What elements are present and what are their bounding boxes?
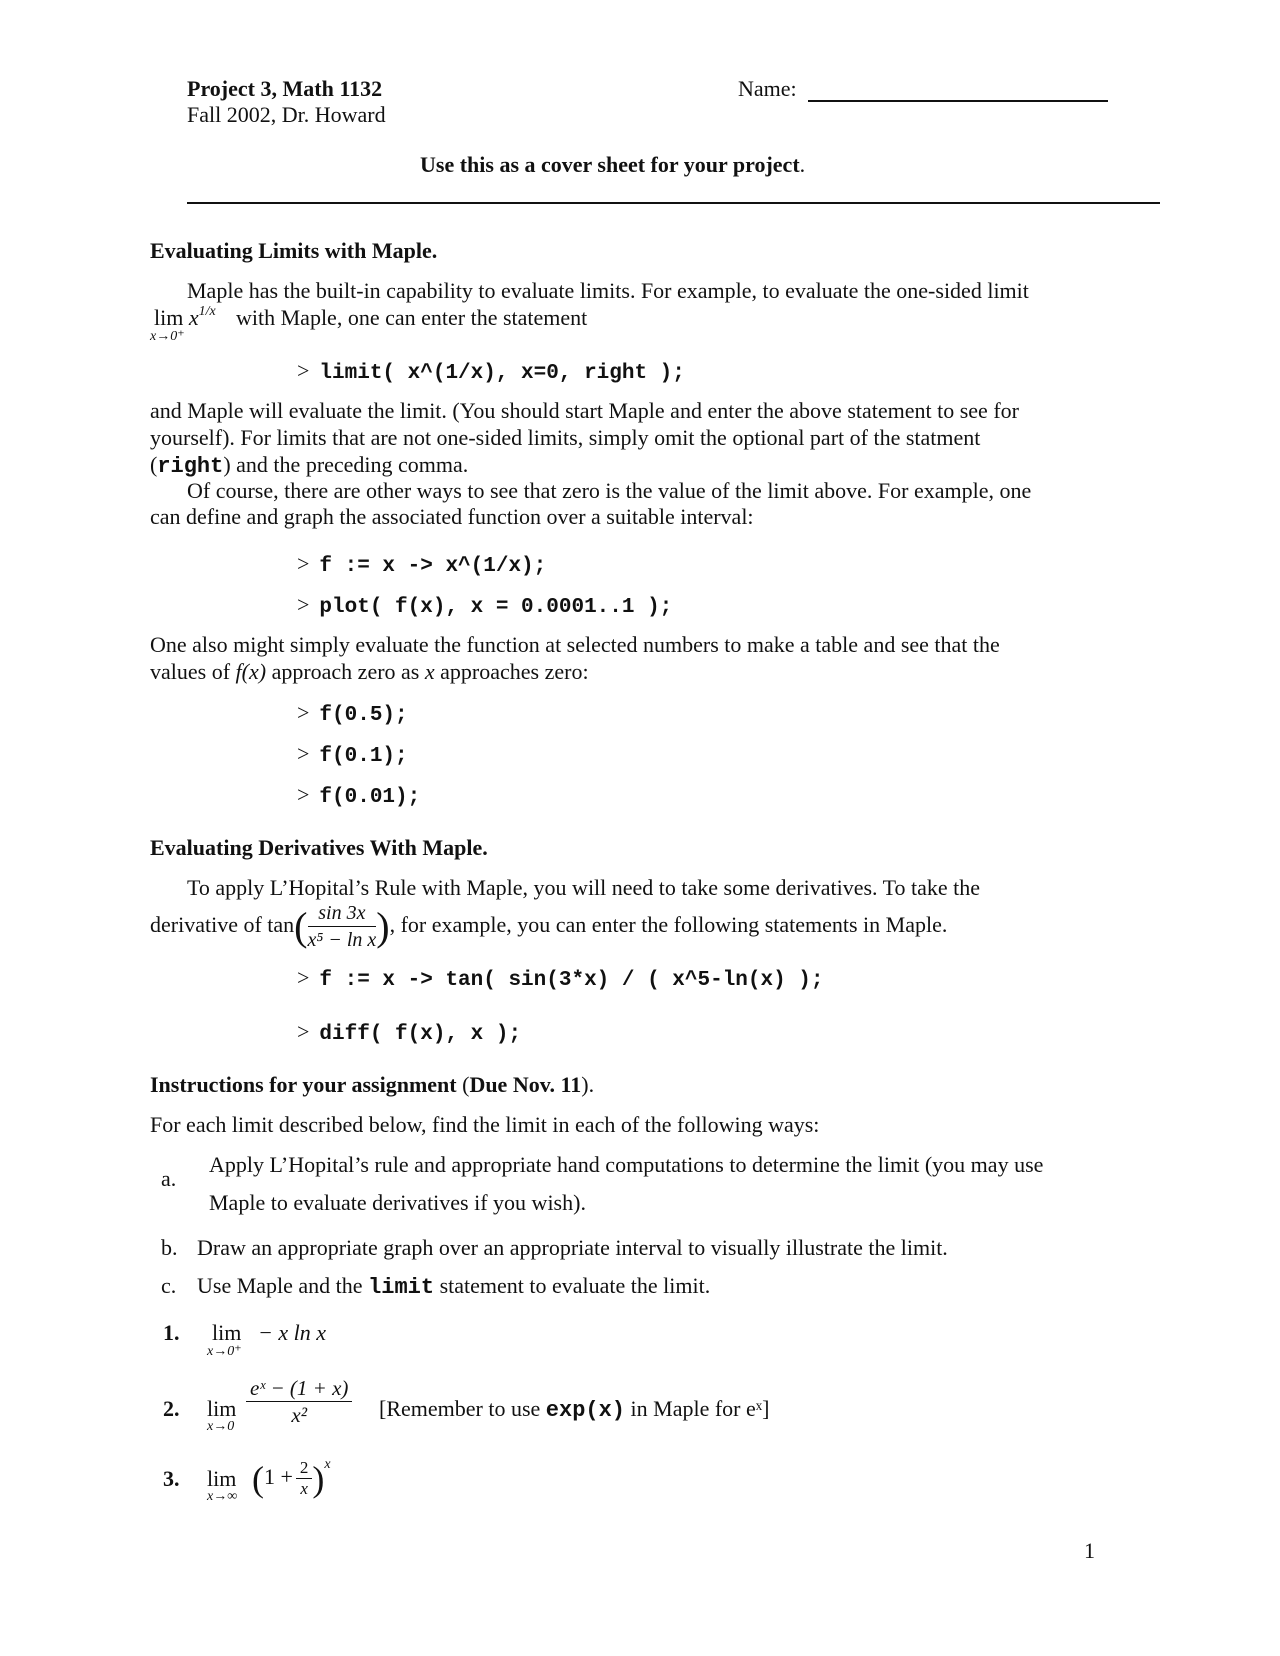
s1-para2-line1: and Maple will evaluate the limit. (You should start Maple and enter the above statement to see for: [150, 398, 1019, 423]
s1-para2-line3: (right) and the preceding comma.: [150, 452, 469, 479]
problem-3-lim-sub: x→∞: [207, 1489, 238, 1504]
code-f-01: > f(0.1);: [297, 741, 408, 768]
item-a-line1: Apply L’Hopital’s rule and appropriate hand computations to determine the limit (you may use: [209, 1152, 1044, 1177]
s3-intro: For each limit described below, find the limit in each of the following ways:: [150, 1112, 820, 1137]
item-c-label: c.: [161, 1273, 177, 1298]
name-blank-line[interactable]: [808, 100, 1108, 102]
item-c-text: Use Maple and the limit statement to evaluate the limit.: [197, 1273, 711, 1300]
problem-3-lim: lim: [207, 1466, 237, 1491]
s1-intro-line1: Maple has the built-in capability to evaluate limits. For example, to evaluate the one-sided limit: [187, 278, 1029, 303]
problem-1-number: 1.: [163, 1320, 180, 1345]
code-limit: > limit( x^(1/x), x=0, right );: [297, 358, 685, 385]
item-a-label: a.: [161, 1166, 177, 1191]
s1-para2-line2: yourself). For limits that are not one-sided limits, simply omit the optional part of the statment: [150, 425, 981, 450]
code-f-001: > f(0.01);: [297, 782, 421, 809]
item-b-label: b.: [161, 1235, 178, 1260]
term-instructor: Fall 2002, Dr. Howard: [187, 102, 386, 127]
problem-1-lim: lim: [212, 1320, 242, 1345]
s2-line2: derivative of tan( $\frac{\sin 3x}{\text{x⁵ − ln x}}$ ), for example, you can enter the following statements in Maple.: [150, 902, 948, 952]
code-define-tan: > f := x -> tan( sin(3*x) / ( x^5-ln(x) );: [297, 965, 824, 992]
s1-para3-line2: can define and graph the associated function over a suitable interval:: [150, 504, 754, 529]
problem-3-number: 3.: [163, 1466, 180, 1491]
page-number: 1: [1084, 1538, 1095, 1563]
problem-2-lim: lim: [207, 1396, 237, 1421]
problem-2-number: 2.: [163, 1396, 180, 1421]
s1-para4-line1: One also might simply evaluate the function at selected numbers to make a table and see that the: [150, 632, 1000, 657]
section-heading-instructions: Instructions for your assignment (Due Nov. 11).: [150, 1072, 595, 1097]
name-label: Name:: [738, 76, 797, 101]
s1-intro-line2: with Maple, one can enter the statement: [236, 305, 588, 330]
cover-note: Use this as a cover sheet for your project.: [420, 152, 806, 177]
s1-limit-subscript: x→0⁺: [150, 329, 185, 344]
code-define-f: > f := x -> x^(1/x);: [297, 551, 547, 578]
code-diff: > diff( f(x), x );: [297, 1019, 522, 1046]
s2-line1: To apply L’Hopital’s Rule with Maple, you will need to take some derivatives. To take the: [187, 875, 981, 900]
problem-3-expr: (1 + $\frac{2}{x}$ )$^x$: [252, 1457, 331, 1499]
problem-2-fraction: $\frac{\text{eˣ − (1 + x)}}{\text{x²}}$: [246, 1375, 352, 1428]
problem-2-note: [Remember to use exp(x) in Maple for eˣ]: [379, 1396, 770, 1423]
s1-limit-expression: $\lim x^{1/x}$: [154, 304, 216, 330]
problem-1-lim-sub: x→0⁺: [207, 1344, 242, 1359]
section-heading-limits: Evaluating Limits with Maple.: [150, 238, 438, 263]
project-title: Project 3, Math 1132: [187, 76, 383, 101]
item-a-line2: Maple to evaluate derivatives if you wish).: [209, 1190, 586, 1215]
s1-para3-line1: Of course, there are other ways to see that zero is the value of the limit above. For example, one: [187, 478, 1032, 503]
problem-2-lim-sub: x→0: [207, 1419, 235, 1434]
s1-para4-line2: values of f(x) approach zero as x approaches zero:: [150, 659, 589, 684]
section-heading-derivatives: Evaluating Derivatives With Maple.: [150, 835, 488, 860]
code-plot: > plot( f(x), x = 0.0001..1 );: [297, 592, 673, 619]
item-b-text: Draw an appropriate graph over an appropriate interval to visually illustrate the limit.: [197, 1235, 948, 1260]
problem-1-expr: − x ln x: [258, 1320, 326, 1345]
header-divider: [187, 202, 1160, 204]
code-f-05: > f(0.5);: [297, 700, 408, 727]
